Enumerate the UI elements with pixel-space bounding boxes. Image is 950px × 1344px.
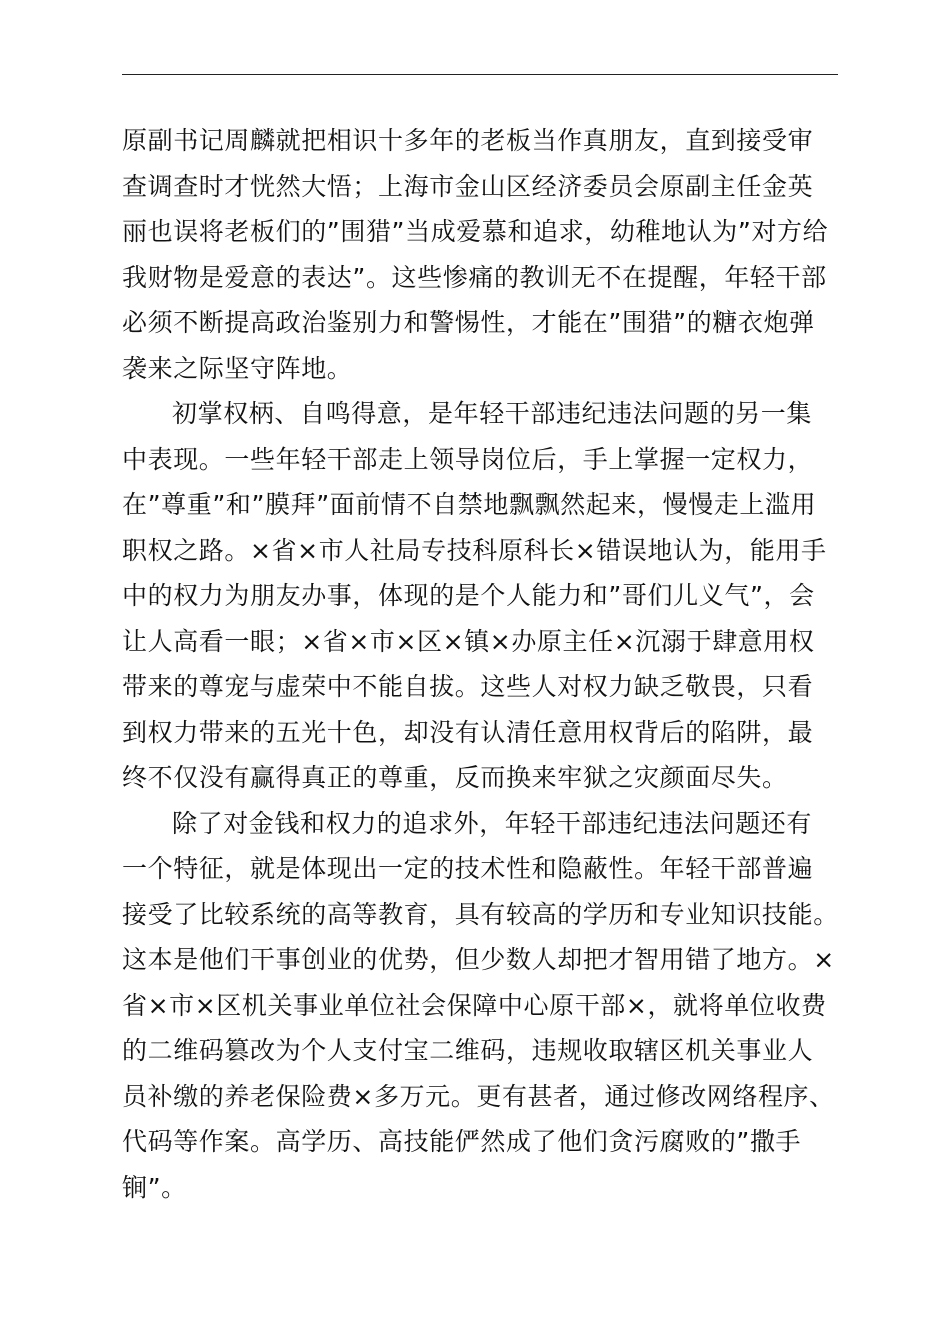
text-line: 中的权力为朋友办事，体现的是个人能力和”哥们儿义气”，会 [122,581,815,610]
paragraph-3 [122,801,840,1211]
text-line: 查调查时才恍然大悟；上海市金山区经济委员会原副主任金英 [122,171,814,201]
text-line: 代码等作案。高学历、高技能俨然成了他们贪污腐败的”撒手 [122,1127,802,1156]
text-line: 一个特征，就是体现出一定的技术性和隐蔽性。年轻干部普遍 [122,854,814,883]
paragraph-1 [122,118,840,391]
text-line: 原副书记周麟就把相识十多年的老板当作真朋友，直到接受审 [122,126,814,155]
text-line: 职权之路。×省×市人社局专技科原科长×错误地认为，能用手 [122,535,827,565]
text-line: 这本是他们干事创业的优势，但少数人却把才智用错了地方。× [122,945,835,974]
text-line: 到权力带来的五光十色，却没有认清任意用权背后的陷阱，最 [122,717,814,747]
text-line: 在”尊重”和”膜拜”面前情不自禁地飘飘然起来，慢慢走上滥用 [122,490,817,519]
header-rule [122,74,838,75]
text-line: 省×市×区机关事业单位社会保障中心原干部×，就将单位收费 [122,990,827,1020]
document-body [122,118,840,1210]
text-line: 的二维码篡改为个人支付宝二维码，违规收取辖区机关事业人 [122,1036,814,1065]
text-line: 锏”。 [122,1172,187,1202]
text-line: 必须不断提高政治鉴别力和警惕性，才能在”围猎”的糖衣炮弹 [122,308,815,337]
text-line: 带来的尊宠与虚荣中不能自拔。这些人对权力缺乏敬畏，只看 [122,672,814,701]
text-line: 中表现。一些年轻干部走上领导岗位后，手上掌握一定权力， [122,444,814,474]
text-line: 终不仅没有赢得真正的尊重，反而换来牢狱之灾颜面尽失。 [122,763,788,792]
text-line: 初掌权柄、自鸣得意，是年轻干部违纪违法问题的另一集 [172,399,813,428]
text-line: 我财物是爱意的表达”。这些惨痛的教训无不在提醒，年轻干部 [122,262,827,292]
paragraph-2 [122,391,840,801]
text-line: 除了对金钱和权力的追求外，年轻干部违纪违法问题还有 [172,808,813,838]
text-line: 让人高看一眼；×省×市×区×镇×办原主任×沉溺于肆意用权 [122,626,815,656]
text-line: 袭来之际坚守阵地。 [122,353,353,383]
text-line: 丽也误将老板们的”围猎”当成爱慕和追求，幼稚地认为”对方给 [122,217,829,246]
text-line: 员补缴的养老保险费×多万元。更有甚者，通过修改网络程序、 [122,1081,835,1111]
text-line: 接受了比较系统的高等教育，具有较高的学历和专业知识技能。 [122,899,839,929]
